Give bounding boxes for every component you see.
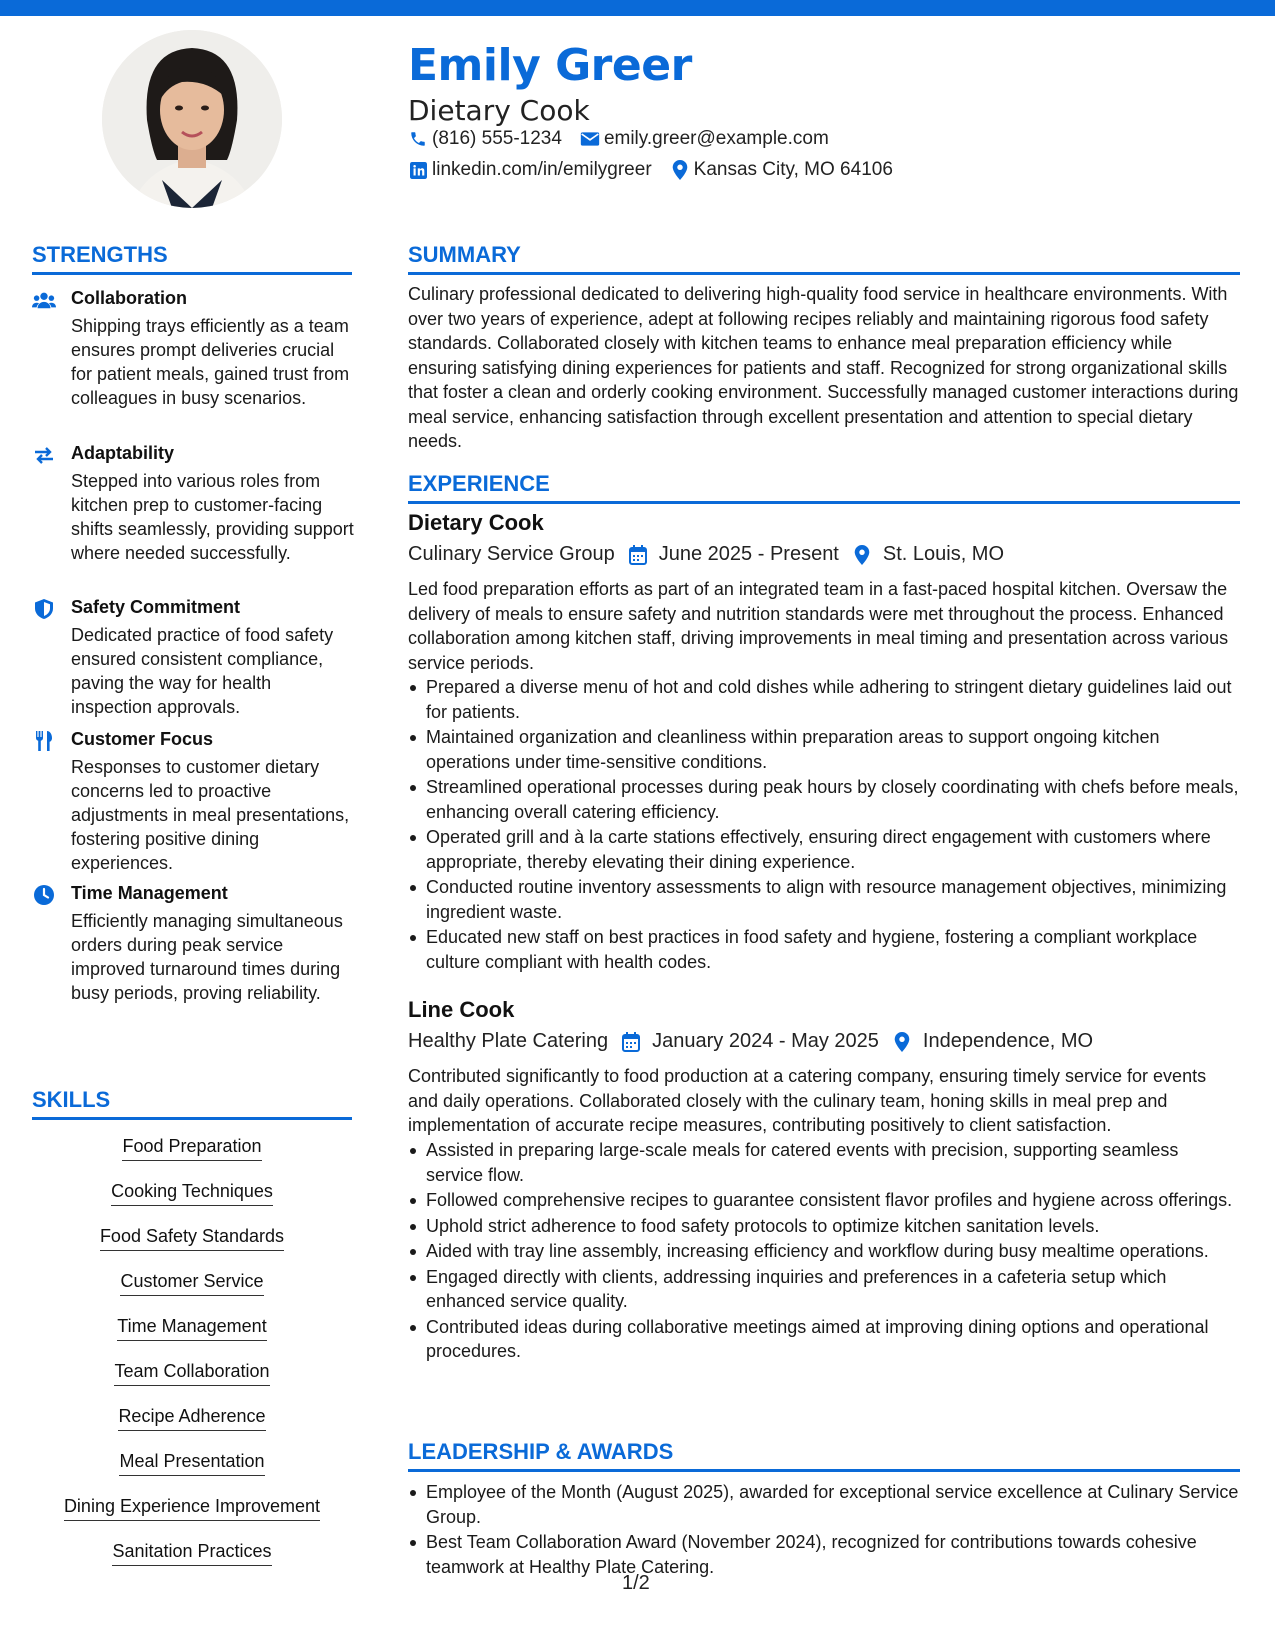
linkedin-text: linkedin.com/in/emilygreer [432,159,652,180]
job-company: Healthy Plate Catering [408,1030,609,1052]
strength-title: Customer Focus [71,729,214,749]
summary-rule [408,272,1240,275]
contact-location [670,159,893,181]
job-bullets [408,675,1240,975]
job-title: Dietary Cook [408,510,544,535]
skill-tag: Meal Presentation [32,1451,352,1476]
bullet-item: Followed comprehensive recipes to guarantee consistent flavor profiles and hygiene across offerings. [408,1188,1240,1213]
bullet-item: Best Team Collaboration Award (November 2024), recognized for contributions towards cohesive teamwork at Healthy Plate Catering. [408,1530,1240,1579]
job-location: Independence, MO [922,1030,1094,1052]
clock-icon [32,883,56,907]
bullet-item: Employee of the Month (August 2025), awarded for exceptional service excellence at Culinary Service Group. [408,1480,1240,1529]
location-text: Kansas City, MO 64106 [693,159,893,180]
bullet-item: Prepared a diverse menu of hot and cold dishes while adhering to stringent dietary guidelines laid out for patients. [408,675,1240,724]
strengths-rule [32,272,352,275]
shield-icon [32,597,56,621]
skill-tag: Cooking Techniques [32,1181,352,1206]
awards-bullets [408,1480,1240,1580]
arrows-exchange-icon [32,443,56,467]
awards-rule [408,1469,1240,1472]
experience-heading: EXPERIENCE [408,471,550,496]
strength-title: Time Management [71,883,228,903]
skill-tag: Time Management [32,1316,352,1341]
bullet-item: Educated new staff on best practices in food safety and hygiene, fostering a compliant workplace culture compliant with health codes. [408,925,1240,974]
job-title: Line Cook [408,997,515,1022]
strength-desc: Responses to customer dietary concerns led to proactive adjustments in meal presentations, fostering positive dining experiences. [71,757,350,873]
map-pin-icon [670,160,690,180]
experience-rule [408,501,1240,504]
profile-photo [102,30,282,208]
strength-title: Adaptability [71,443,175,463]
skill-tag: Food Safety Standards [32,1226,352,1251]
bullet-item: Streamlined operational processes during peak hours by closely coordinating with chefs before meals, enhancing overall catering efficiency. [408,775,1240,824]
strength-desc: Shipping trays efficiently as a team ensures prompt deliveries crucial for patient meals, gained trust from colleagues in busy scenarios. [71,316,350,408]
candidate-role: Dietary Cook [408,94,590,127]
skill-tag: Sanitation Practices [32,1541,352,1566]
job-dates: June 2025 - Present [658,543,839,565]
phone-icon [408,129,428,149]
users-icon [32,288,56,312]
bullet-item: Engaged directly with clients, addressing inquiries and preferences in a cafeteria setup which enhanced service quality. [408,1265,1240,1314]
contact-linkedin[interactable] [408,159,652,181]
job-dates: January 2024 - May 2025 [652,1030,879,1052]
linkedin-icon [408,160,428,180]
strength-title: Safety Commitment [71,597,241,617]
awards-heading: LEADERSHIP & AWARDS [408,1439,674,1464]
contact-email[interactable] [580,128,829,150]
skill-tag: Customer Service [32,1271,352,1296]
contact-row-1 [408,128,847,150]
job-meta [408,543,1004,566]
email-text: emily.greer@example.com [603,128,829,149]
skill-tag: Recipe Adherence [32,1406,352,1431]
strength-title: Collaboration [71,288,187,308]
strength-desc: Efficiently managing simultaneous orders during peak service improved turnaround times during busy periods, proving reliability. [71,911,343,1003]
job-bullets [408,1138,1240,1365]
skill-tag: Food Preparation [32,1136,352,1161]
strengths-heading: STRENGTHS [32,242,168,267]
map-pin-icon [891,1031,913,1053]
skill-tag: Team Collaboration [32,1361,352,1386]
summary-heading: SUMMARY [408,242,521,267]
map-pin-icon [851,544,873,566]
job-description: Contributed significantly to food production at a catering company, ensuring timely service for events and daily operations. Collaborated closely with the culinary team, honing skills in meal prep and implementation of accurate recipe measures, contributing positively to client satisfaction. [408,1066,1207,1135]
bullet-item: Aided with tray line assembly, increasing efficiency and workflow during busy mealtime operations. [408,1239,1240,1264]
strength-desc: Dedicated practice of food safety ensured consistent compliance, paving the way for health inspection approvals. [71,625,334,717]
top-accent-bar [0,0,1275,16]
calendar-icon [627,544,649,566]
summary-text: Culinary professional dedicated to delivering high-quality food service in healthcare environments. With over two years of experience, adept at following recipes reliably and maintaining rigorous food safety standards. Collaborated closely with kitchen teams to enhance meal preparation efficiency while ensuring satisfying dining experiences for patients and staff. Recognized for strong organizational skills that foster a clean and orderly cooking environment. Successfully managed customer interactions during meal service, enhancing satisfaction through excellent presentation and attention to special dietary needs. [408,284,1239,451]
skills-rule [32,1117,352,1120]
bullet-item: Operated grill and à la carte stations effectively, ensuring direct engagement with customers where appropriate, thereby elevating their dining experience. [408,825,1240,874]
bullet-item: Uphold strict adherence to food safety protocols to optimize kitchen sanitation levels. [408,1214,1240,1239]
job-location: St. Louis, MO [882,543,1005,565]
strength-desc: Stepped into various roles from kitchen prep to customer-facing shifts seamlessly, providing support where needed successfully. [71,471,354,563]
candidate-name: Emily Greer [408,40,692,91]
contact-row-2 [408,159,911,181]
skills-heading: SKILLS [32,1087,111,1112]
envelope-icon [580,129,600,149]
page-number: 1/2 [622,1572,650,1594]
utensils-icon [32,729,56,753]
bullet-item: Maintained organization and cleanliness within preparation areas to support ongoing kitchen operations under time-sensitive conditions. [408,725,1240,774]
phone-text: (816) 555-1234 [432,128,562,149]
bullet-item: Conducted routine inventory assessments to align with resource management objectives, minimizing ingredient waste. [408,875,1240,924]
bullet-item: Assisted in preparing large-scale meals for catered events with precision, supporting seamless service flow. [408,1138,1240,1187]
calendar-icon [620,1031,642,1053]
skill-tag: Dining Experience Improvement [32,1496,352,1521]
bullet-item: Contributed ideas during collaborative meetings aimed at improving dining options and operational procedures. [408,1315,1240,1364]
job-meta [408,1030,1093,1053]
job-company: Culinary Service Group [408,543,615,565]
contact-phone[interactable] [408,128,562,150]
job-description: Led food preparation efforts as part of an integrated team in a fast-paced hospital kitchen. Oversaw the delivery of meals to ensure safety and nutrition standards were met throughout the process. Enhanced collaboration among kitchen staff, driving improvements in meal timing and presentation across various service periods. [408,579,1229,673]
